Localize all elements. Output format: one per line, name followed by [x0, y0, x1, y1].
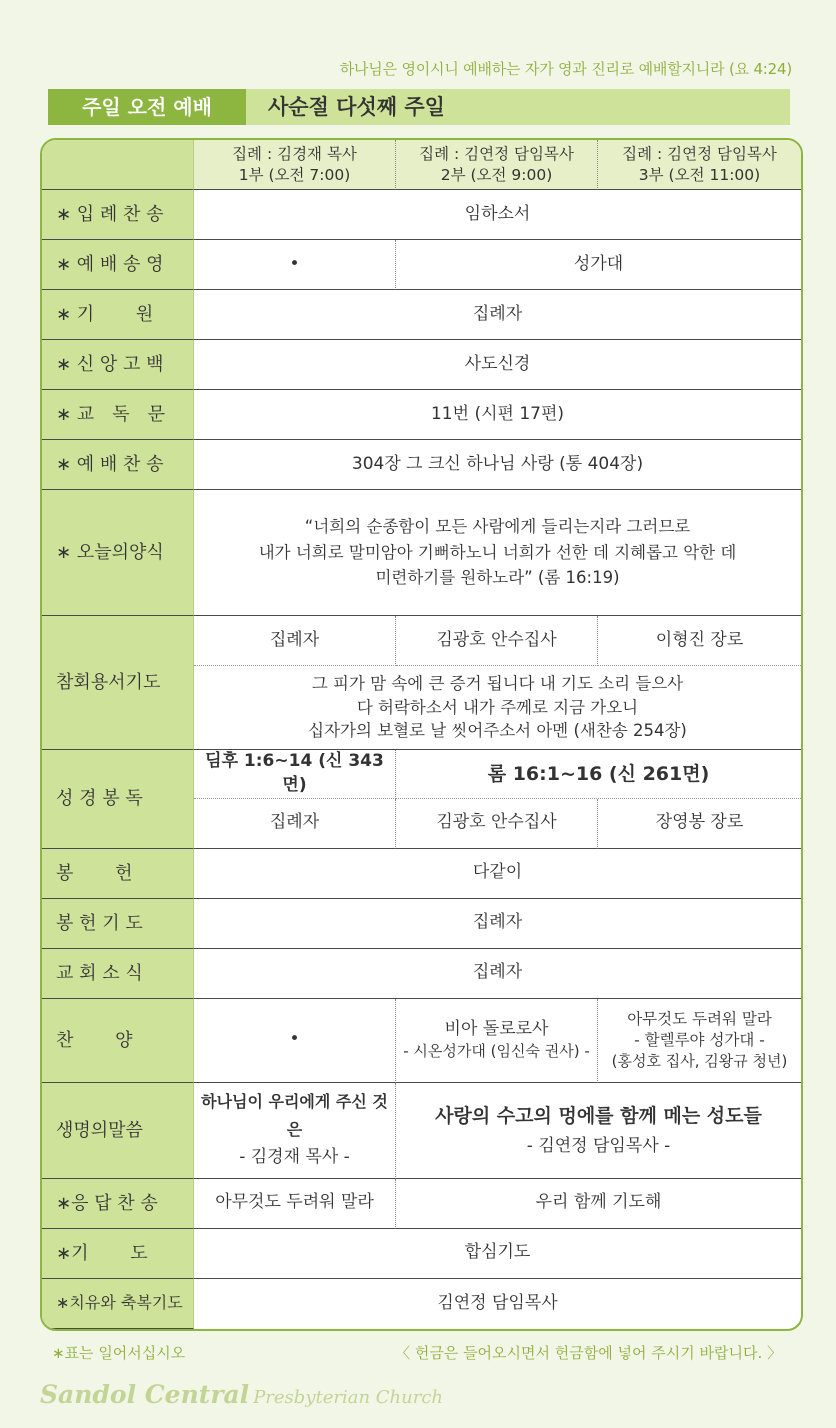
row-value: 임하소서 [194, 190, 801, 240]
header-service-2 [396, 140, 598, 190]
row-church-news [42, 949, 801, 999]
row-label: ∗치유와 축복기도 [42, 1279, 194, 1329]
row-invocation [42, 290, 801, 340]
service-2-leader: 집례 : 김연정 담임목사 [419, 145, 574, 164]
row-sermon [42, 1083, 801, 1179]
row-label: 찬 양 [42, 999, 194, 1083]
confession-leader-3: 이형진 장로 [598, 616, 801, 666]
anthem-3-choir: - 할렐루야 성가대 - [634, 1030, 765, 1049]
row-value: 집례자 [194, 899, 801, 949]
row-scripture-refs [42, 750, 801, 799]
confession-leader-2: 김광호 안수집사 [396, 616, 598, 666]
confession-line-3: 십자가의 보혈로 날 씻어주소서 아멘 (새찬송 254장) [308, 721, 687, 741]
row-confession-leaders [42, 616, 801, 666]
service-2-time: 2부 (오전 9:00) [440, 165, 553, 184]
response-hymn-service-23: 우리 함께 기도해 [396, 1179, 801, 1229]
confession-line-2: 다 허락하소서 내가 주께로 지금 가오니 [356, 697, 639, 717]
row-offering [42, 849, 801, 899]
row-value: 304장 그 크신 하나님 사랑 (통 404장) [194, 440, 801, 490]
row-label: ∗ 교 독 문 [42, 390, 194, 440]
offering-note: 〈 헌금은 들어오시면서 헌금함에 넣어 주시기 바랍니다. 〉 [395, 1344, 782, 1362]
anthem-service-3 [598, 999, 801, 1083]
row-value: 사도신경 [194, 340, 801, 390]
sermon-1-preacher: - 김경재 목사 - [239, 1146, 350, 1167]
header-blank [42, 140, 194, 190]
anthem-service-2 [396, 999, 598, 1083]
header-row [42, 140, 801, 190]
row-daily-bread [42, 490, 801, 616]
sermon-1-title: 하나님이 우리에게 주신 것은 [201, 1092, 388, 1139]
row-prayer [42, 1229, 801, 1279]
sermon-23-title: 사랑의 수고의 멍에를 함께 메는 성도들 [435, 1104, 762, 1127]
standing-note: ∗표는 일어서십시오 [52, 1344, 186, 1362]
daily-verse-line-2: 내가 너희로 말미암아 기뻐하노니 너희가 선한 데 지혜롭고 악한 데 [258, 542, 737, 562]
row-label: 봉 헌 [42, 849, 194, 899]
service-name: 주일 오전 예배 [48, 89, 246, 125]
anthem-2-title: 비아 돌로로사 [444, 1018, 549, 1039]
row-label: ∗기 도 [42, 1229, 194, 1279]
row-entrance-hymn [42, 190, 801, 240]
header-service-3 [598, 140, 801, 190]
row-label: 생명의말씀 [42, 1083, 194, 1179]
row-label: ∗ 예 배 송 영 [42, 240, 194, 290]
confession-line-1: 그 피가 맘 속에 큰 증거 됩니다 내 기도 소리 들으사 [311, 673, 684, 693]
service-3-time: 3부 (오전 11:00) [638, 165, 761, 184]
scripture-ref-1: 딤후 1:6~14 (신 343면) [194, 750, 396, 799]
row-responsive-reading [42, 390, 801, 440]
row-value-service-1: • [194, 240, 396, 290]
confession-hymn-text [194, 666, 801, 750]
church-name-sub: Presbyterian Church [253, 1387, 444, 1408]
row-value: 집례자 [194, 949, 801, 999]
row-anthem [42, 999, 801, 1083]
confession-leader-1: 집례자 [194, 616, 396, 666]
row-response-hymn [42, 1179, 801, 1229]
sermon-23-preacher: - 김연정 담임목사 - [526, 1135, 671, 1156]
row-label: ∗응 답 찬 송 [42, 1179, 194, 1229]
row-worship-hymn [42, 440, 801, 490]
row-offering-prayer [42, 899, 801, 949]
anthem-3-title: 아무것도 두려워 말라 [627, 1010, 772, 1029]
scripture-reader-3: 장영봉 장로 [598, 799, 801, 849]
scripture-ref-23: 롬 16:1~16 (신 261면) [396, 750, 801, 799]
sunday-title: 사순절 다섯째 주일 [268, 95, 445, 119]
anthem-3-soloists: (홍성호 집사, 김왕규 청년) [611, 1051, 788, 1070]
row-label: 봉 헌 기 도 [42, 899, 194, 949]
service-1-leader: 집례 : 김경재 목사 [232, 145, 357, 164]
row-doxology [42, 240, 801, 290]
title-bar [48, 89, 790, 125]
row-label: ∗ 입 례 찬 송 [42, 190, 194, 240]
church-name-main: Sandol Central [40, 1380, 250, 1409]
row-value: 김연정 담임목사 [437, 1292, 558, 1313]
row-value: 다같이 [194, 849, 801, 899]
row-value: 집례자 [194, 290, 801, 340]
sermon-service-1 [194, 1083, 396, 1179]
worship-order-table [40, 138, 803, 1331]
service-1-time: 1부 (오전 7:00) [238, 165, 351, 184]
row-label: 참회용서기도 [42, 616, 194, 750]
row-label: 교 회 소 식 [42, 949, 194, 999]
row-value: 합심기도 [194, 1229, 801, 1279]
row-value: 11번 (시편 17편) [194, 390, 801, 440]
anthem-2-choir: - 시온성가대 (임신숙 권사) - [403, 1042, 590, 1061]
scripture-reader-1: 집례자 [194, 799, 396, 849]
row-creed [42, 340, 801, 390]
header-service-1 [194, 140, 396, 190]
row-label: ∗ 신 앙 고 백 [42, 340, 194, 390]
service-3-leader: 집례 : 김연정 담임목사 [622, 145, 777, 164]
daily-verse-line-3: 미련하기를 원하노라” (롬 16:19) [375, 568, 620, 588]
row-label: ∗ 오늘의양식 [42, 490, 194, 616]
church-name-logo [40, 1380, 443, 1409]
anthem-service-1: • [194, 999, 396, 1083]
daily-verse-line-1: “너희의 순종함이 모든 사람에게 들리는지라 그러므로 [304, 517, 691, 537]
row-healing-blessing [42, 1279, 801, 1329]
row-value-service-23: 성가대 [396, 240, 801, 290]
scripture-verse: 하나님은 영이시니 예배하는 자가 영과 진리로 예배할지니라 (요 4:24) [339, 60, 792, 78]
response-hymn-service-1: 아무것도 두려워 말라 [194, 1179, 396, 1229]
row-label: 성 경 봉 독 [42, 750, 194, 849]
row-label: ∗ 기 원 [42, 290, 194, 340]
sermon-service-23 [396, 1083, 801, 1179]
row-label: ∗ 예 배 찬 송 [42, 440, 194, 490]
daily-verse [194, 490, 801, 616]
scripture-reader-2: 김광호 안수집사 [396, 799, 598, 849]
